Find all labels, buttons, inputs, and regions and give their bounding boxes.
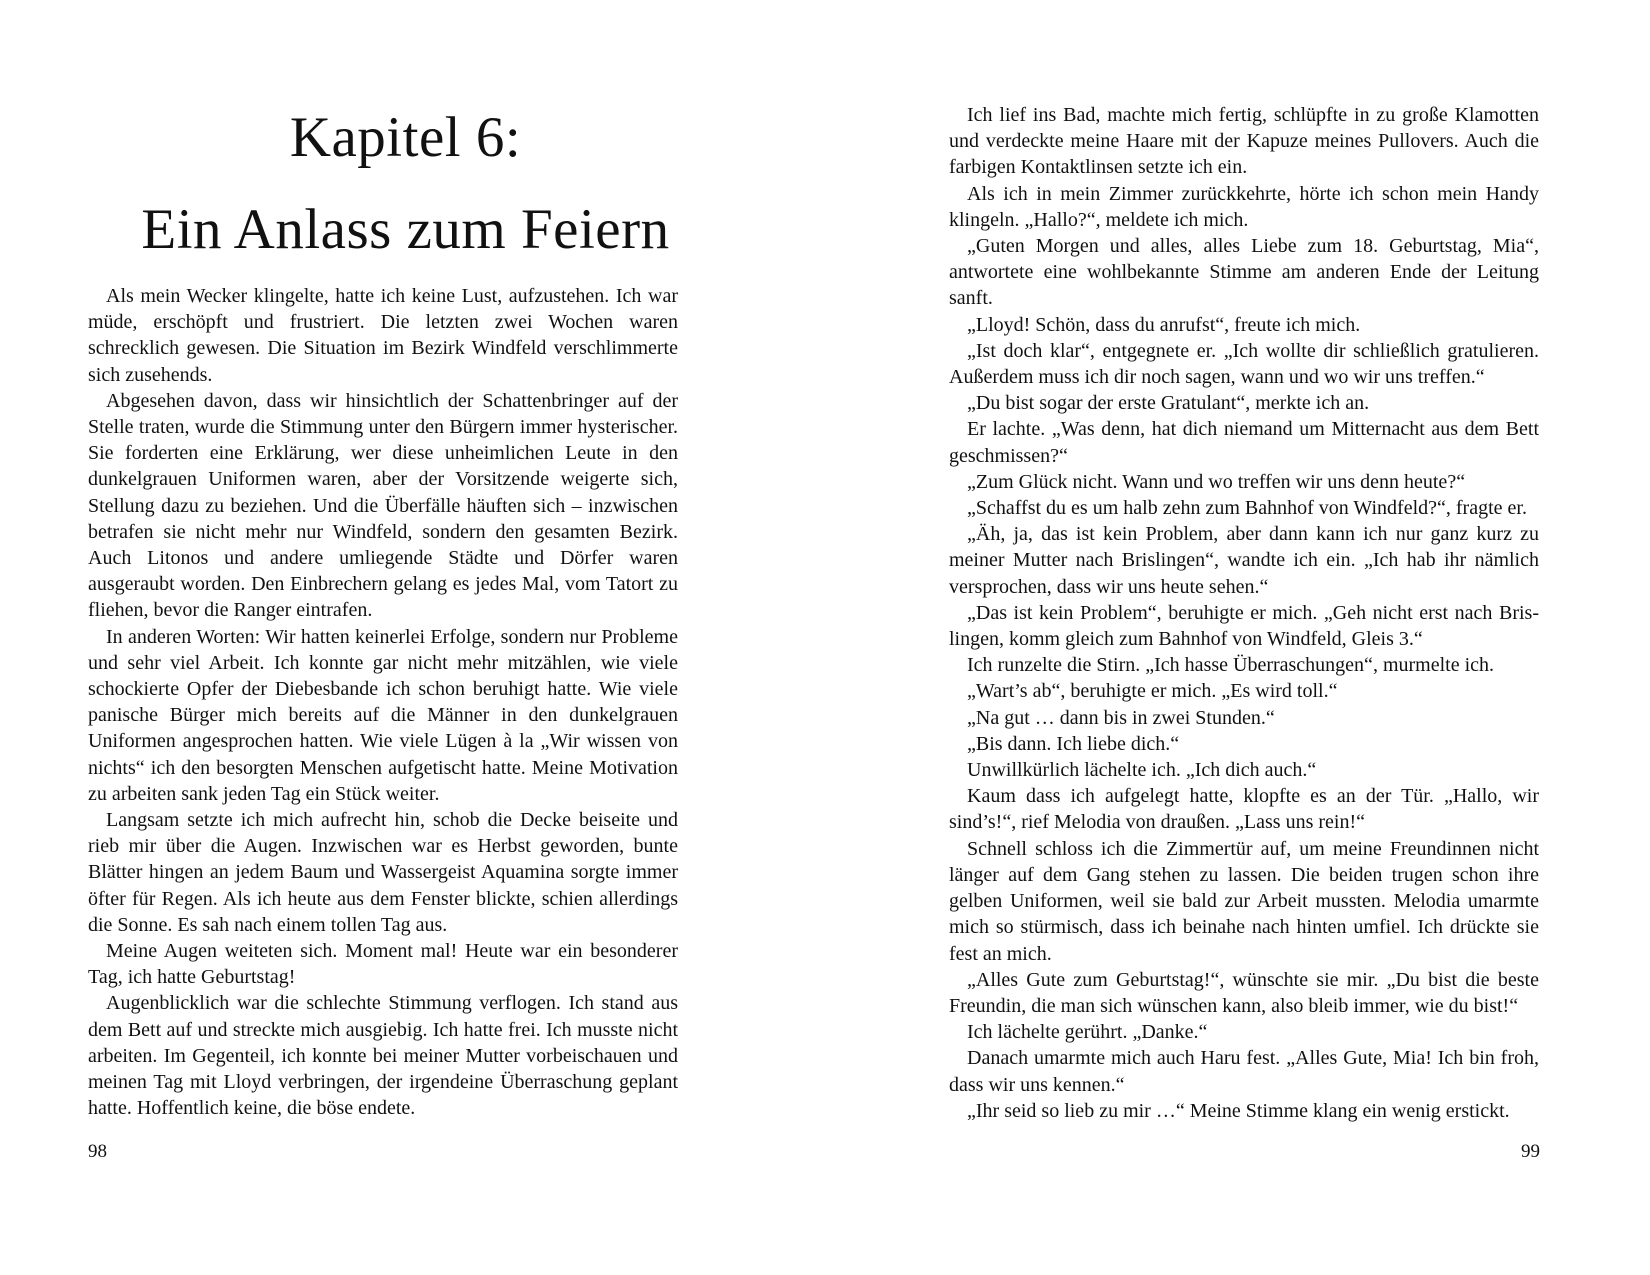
paragraph: Als mein Wecker klingelte, hatte ich keine Lust, aufzustehen. Ich war müde, erschöpft und frustriert. Die letzten zwei Wochen waren schrecklich gewesen. Die Situation im Bezirk Windfeld verschlimmerte sich zusehends. (88, 285, 678, 386)
paragraph: „Schaffst du es um halb zehn zum Bahnhof von Windfeld?“, fragte er. (967, 497, 1527, 520)
right-page (825, 0, 1650, 1275)
paragraph: „Bis dann. Ich liebe dich.“ (967, 732, 1180, 755)
paragraph: „Na gut … dann bis in zwei Stunden.“ (967, 706, 1275, 729)
chapter-title: Kapitel 6: (289, 106, 522, 169)
paragraph: Meine Augen weiteten sich. Moment mal! Heute war ein besonderer Tag, ich hatte Geburtstag! (88, 940, 678, 989)
paragraph: Danach umarmte mich auch Haru fest. „Alles Gute, Mia! Ich bin froh, dass wir uns kennen.“ (949, 1047, 1539, 1096)
paragraph: Kaum dass ich aufgelegt hatte, klopfte es an der Tür. „Hallo, wir sind’s!“, rief Melodia von draußen. „Lass uns rein!“ (949, 785, 1539, 834)
paragraph: „Du bist sogar der erste Gratulant“, merkte ich an. (967, 392, 1370, 415)
paragraph: Augenblicklich war die schlechte Stimmung verflogen. Ich stand aus dem Bett auf und streckte mich ausgiebig. Ich hatte frei. Ich musste nicht arbeiten. Im Gegenteil, ich konnte bei meiner Mutter vorbeischauen und meinen Tag mit Lloyd verbringen, der irgendeine Überraschung geplant hatte. Hoffentlich keine, die böse endete. (88, 992, 678, 1120)
paragraph: Abgesehen davon, dass wir hinsichtlich der Schattenbringer auf der Stelle traten, wurde die Stimmung unter den Bürgern immer hysterischer. Sie forderten eine Erklärung, wer diese unheimlichen Leute in den dunkelgrauen Uniformen waren, aber der Vorsitzende weigerte sich, Stellung dazu zu beziehen. Und die Überfälle häuften sich – inzwischen betrafen sie nicht mehr nur Windfeld, sondern den gesamten Bezirk. Auch Litonos und andere umliegende Städte und Dörfer waren ausgeraubt worden. Den Einbrechern gelang es jedes Mal, vom Tatort zu fliehen, bevor die Ranger eintrafen. (88, 389, 678, 622)
paragraph: „Das ist kein Problem“, beruhigte er mich. „Geh nicht erst nach Brislingen, komm gleich zum Bahnhof von Windfeld, Gleis 3.“ (949, 601, 1539, 651)
page-number-right: 99 (1521, 1141, 1540, 1162)
paragraph: Ich lief ins Bad, machte mich fertig, schlüpfte in zu große Klamotten und verdeckte meine Haare mit der Kapuze meines Pullovers. Auch die farbigen Kontaktlinsen setzte ich ein. (949, 104, 1539, 179)
paragraph: „Wart’s ab“, beruhigte er mich. „Es wird toll.“ (967, 680, 1338, 703)
paragraph: Langsam setzte ich mich aufrecht hin, schob die Decke beiseite und rieb mir über die Augen. Inzwischen war es Herbst geworden, bunte Blätter hingen an jedem Baum und Wassergeist Aquamina sorgte immer öfter für Regen. Als ich heute aus dem Fenster blickte, schien allerdings die Sonne. Es sah nach einem tollen Tag aus. (88, 809, 678, 936)
right-page-body (949, 102, 1539, 1124)
paragraph: Als ich in mein Zimmer zurückkehrte, hörte ich schon mein Handy klingeln. „Hallo?“, meldete ich mich. (949, 182, 1539, 231)
paragraph: Ich runzelte die Stirn. „Ich hasse Überraschungen“, murmelte ich. (967, 654, 1495, 677)
page-number-left: 98 (88, 1141, 107, 1162)
paragraph: Schnell schloss ich die Zimmertür auf, um meine Freundinnen nicht länger auf dem Gang stehen zu lassen. Die beiden trugen schon ihre gelben Uniformen, weil sie bald zur Arbeit mussten. Melodia umarmte mich so stürmisch, dass ich beinahe nach hinten umfiel. Ich drückte sie fest an mich. (949, 837, 1539, 965)
paragraph: „Zum Glück nicht. Wann und wo treffen wir uns denn heute?“ (967, 470, 1466, 493)
paragraph: „Alles Gute zum Geburtstag!“, wünschte sie mir. „Du bist die beste Freundin, die man sich wünschen kann, also bleib immer, wie du bist!“ (949, 968, 1539, 1017)
paragraph: Er lachte. „Was denn, hat dich niemand um Mitternacht aus dem Bett geschmissen?“ (949, 418, 1539, 467)
paragraph: „Ist doch klar“, entgegnete er. „Ich wollte dir schließlich gratulieren. Außerdem muss ich dir noch sagen, wann und wo wir uns treffen.“ (949, 339, 1539, 389)
chapter-subtitle: Ein Anlass zum Feiern (141, 198, 670, 261)
paragraph: „Guten Morgen und alles, alles Liebe zum 18. Geburtstag, Mia“, antwortete eine wohlbekannte Stimme am anderen Ende der Leitung sanft. (949, 235, 1539, 310)
paragraph: Unwillkürlich lächelte ich. „Ich dich auch.“ (967, 759, 1317, 782)
paragraph: „Lloyd! Schön, dass du anrufst“, freute ich mich. (967, 313, 1361, 336)
paragraph: In anderen Worten: Wir hatten keinerlei Erfolge, sondern nur Probleme und sehr viel Arbeit. Ich konnte gar nicht mehr mitzählen, wie viele schockierte Opfer der Diebesbande ich schon beruhigt hatte. Wie viele panische Bürger mich bereits auf die Männer in den dunkelgrauen Uniformen angesprochen hatten. Wie viele Lügen à la „Wir wissen von nichts“ ich den besorgten Menschen aufgetischt hatte. Meine Motivation zu arbeiten sank jeden Tag ein Stück weiter. (88, 625, 678, 805)
paragraph: „Äh, ja, das ist kein Problem, aber dann kann ich nur ganz kurz zu meiner Mutter nach Brislingen“, wandte ich ein. „Ich hab ihr nämlich versprochen, dass wir uns heute sehen.“ (949, 523, 1539, 598)
chapter-heading (88, 92, 723, 276)
left-page-body (88, 283, 678, 1122)
paragraph: „Ihr seid so lieb zu mir …“ Meine Stimme klang ein wenig erstickt. (967, 1099, 1510, 1122)
paragraph: Ich lächelte gerührt. „Danke.“ (967, 1021, 1208, 1044)
